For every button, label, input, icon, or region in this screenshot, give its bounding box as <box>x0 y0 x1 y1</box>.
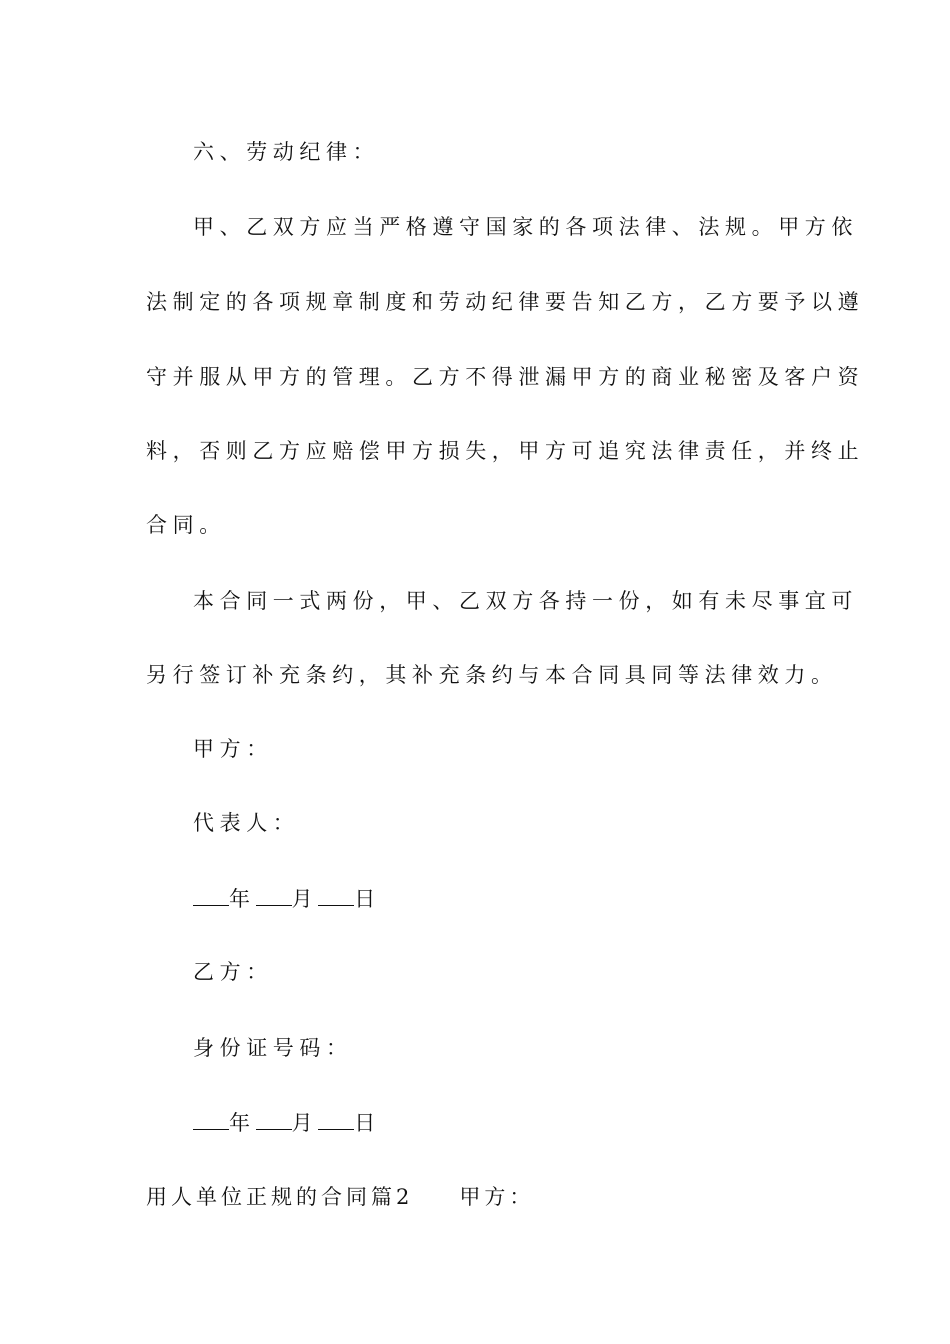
month-blank <box>256 883 292 906</box>
paragraph-line: 料，否则乙方应赔偿甲方损失，甲方可追究法律责任，并终止 <box>146 439 865 463</box>
year-blank <box>193 883 229 906</box>
party-a-label: 甲方： <box>193 737 273 761</box>
month-blank <box>256 1107 292 1130</box>
paragraph-line: 守并服从甲方的管理。乙方不得泄漏甲方的商业秘密及客户资 <box>146 365 865 389</box>
day-blank <box>318 883 354 906</box>
day-label: 日 <box>354 887 381 911</box>
section-heading: 六、劳动纪律： <box>193 140 380 164</box>
id-number-label: 身份证号码： <box>193 1036 353 1060</box>
day-blank <box>318 1107 354 1130</box>
date-line-a <box>193 883 853 914</box>
next-contract-line <box>146 1182 806 1212</box>
month-label: 月 <box>291 1111 319 1135</box>
month-label: 月 <box>291 887 319 911</box>
next-contract-heading: 用人单位正规的合同篇2 <box>146 1185 414 1209</box>
year-label: 年 <box>229 887 256 911</box>
date-line-b <box>193 1107 853 1138</box>
party-b-label: 乙方： <box>193 960 273 984</box>
year-blank <box>193 1107 229 1130</box>
next-party-a-label: 甲方： <box>459 1185 535 1209</box>
paragraph-line: 合同。 <box>146 513 226 537</box>
paragraph-line: 甲、乙双方应当严格遵守国家的各项法律、法规。甲方依 <box>193 215 858 239</box>
day-label: 日 <box>354 1111 381 1135</box>
year-label: 年 <box>229 1111 256 1135</box>
paragraph-line: 法制定的各项规章制度和劳动纪律要告知乙方，乙方要予以遵 <box>146 290 865 314</box>
paragraph-line: 另行签订补充条约，其补充条约与本合同具同等法律效力。 <box>146 663 838 687</box>
paragraph-line: 本合同一式两份，甲、乙双方各持一份，如有未尽事宜可 <box>193 589 858 613</box>
representative-label: 代表人： <box>193 811 300 835</box>
